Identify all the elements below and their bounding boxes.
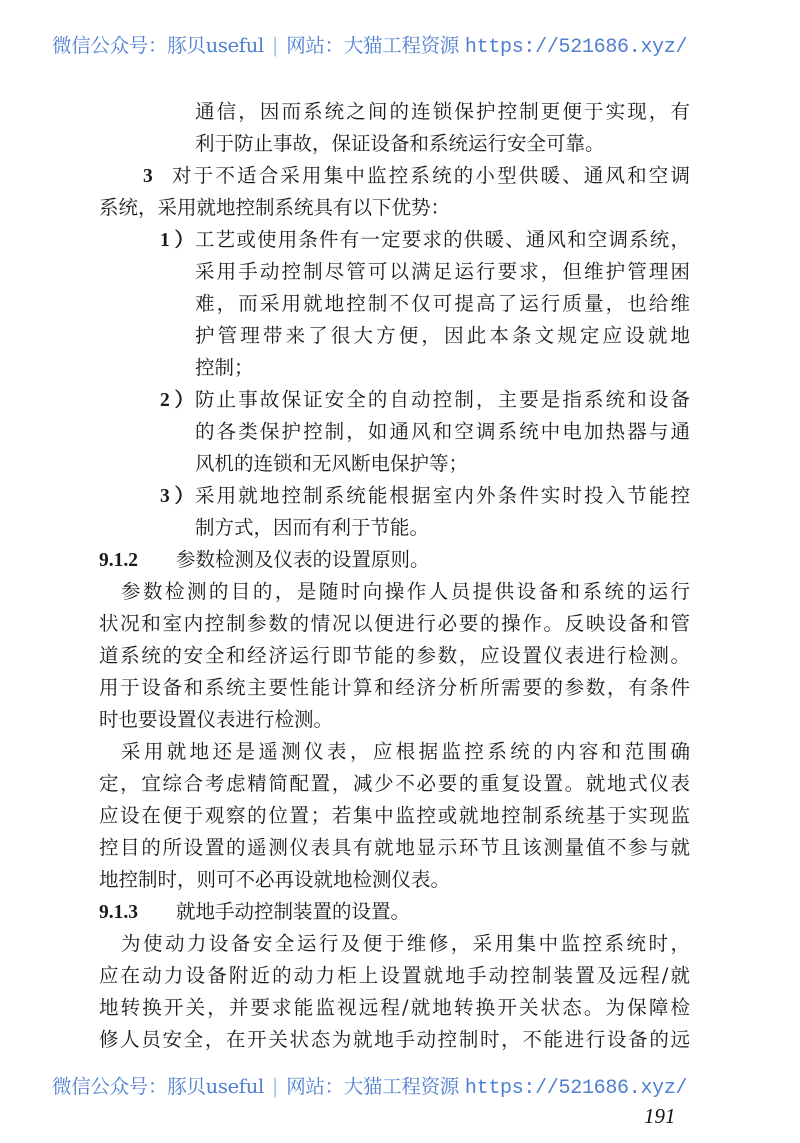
text-line: 为使动力设备安全运行及便于维修，采用集中监控系统时， [121,932,690,955]
text-line: 用于设备和系统主要性能计算和经济分析所需要的参数，有条件 [99,676,690,699]
text-line: 采用就地控制系统能根据室内外条件实时投入节能控 [195,484,690,507]
text-line: 应设在便于观察的位置；若集中监控或就地控制系统基于实现监 [99,804,690,827]
text-line: 应在动力设备附近的动力柜上设置就地手动控制装置及远程/就 [99,964,690,987]
section-number-text: 9.1.3 [99,902,138,923]
text-line: 难，而采用就地控制不仅可提高了运行质量，也给维 [195,292,690,315]
text-line: 的各类保护控制，如通风和空调系统中电加热器与通 [195,420,690,443]
watermark-site: 网站：大猫工程资源 [286,34,460,57]
item-number-text: 3） [160,486,194,507]
text-line: 状况和室内控制参数的情况以便进行必要的操作。反映设备和管 [99,612,690,635]
watermark-wechat: 微信公众号：豚贝useful [52,1075,264,1098]
text-line: 采用就地还是遥测仪表，应根据监控系统的内容和范围确 [121,740,690,763]
watermark-url: https://521686.xyz/ [464,36,688,59]
text-line: 风机的连锁和无风断电保护等； [195,452,469,475]
text-line: 对于不适合采用集中监控系统的小型供暖、通风和空调 [172,164,690,187]
section-number [99,544,169,576]
clause-number-text: 3 [143,166,153,187]
watermark-site: 网站：大猫工程资源 [286,1075,460,1098]
text-line: 修人员安全，在开关状态为就地手动控制时，不能进行设备的远 [99,1028,690,1051]
watermark-separator: | [271,34,279,57]
section-number-text: 9.1.2 [99,550,138,571]
text-line: 防止事故保证安全的自动控制，主要是指系统和设备 [195,388,690,411]
item-number-text: 1） [160,230,194,251]
text-line: 工艺或使用条件有一定要求的供暖、通风和空调系统， [195,228,690,251]
item-number-text: 2） [160,390,194,411]
text-line: 道系统的安全和经济运行即节能的参数，应设置仪表进行检测。 [99,644,690,667]
text-line: 地转换开关，并要求能监视远程/就地转换开关状态。为保障检 [99,996,690,1019]
section-heading: 就地手动控制装置的设置。 [176,900,411,923]
item-number [160,480,194,512]
text-line: 采用手动控制尽管可以满足运行要求，但维护管理困 [195,260,690,283]
watermark-footer [52,1071,687,1100]
text-line: 时也要设置仪表进行检测。 [99,708,334,731]
watermark-wechat: 微信公众号：豚贝useful [52,34,264,57]
section-heading: 参数检测及仪表的设置原则。 [176,548,430,571]
text-line: 控制； [195,356,254,379]
section-number [99,896,169,928]
text-line: 控目的所设置的遥测仪表具有就地显示环节且该测量值不参与就 [99,836,690,859]
text-line: 系统，采用就地控制系统具有以下优势： [99,196,451,219]
text-line: 定，宜综合考虑精简配置，减少不必要的重复设置。就地式仪表 [99,772,690,795]
text-line: 护管理带来了很大方便，因此本条文规定应设就地 [195,324,690,347]
watermark-separator: | [271,1075,279,1098]
text-line: 通信，因而系统之间的连锁保护控制更便于实现，有 [195,100,690,123]
text-line: 制方式，因而有利于节能。 [195,516,430,539]
watermark-header [52,30,687,59]
item-number [160,384,194,416]
text-line: 参数检测的目的，是随时向操作人员提供设备和系统的运行 [121,580,690,603]
watermark-url: https://521686.xyz/ [464,1077,688,1100]
text-line: 利于防止事故，保证设备和系统运行安全可靠。 [195,132,605,155]
text-line: 地控制时，则可不必再设就地检测仪表。 [99,868,451,891]
item-number [160,224,194,256]
page-number: 191 [644,1104,676,1128]
clause-number [143,160,163,192]
